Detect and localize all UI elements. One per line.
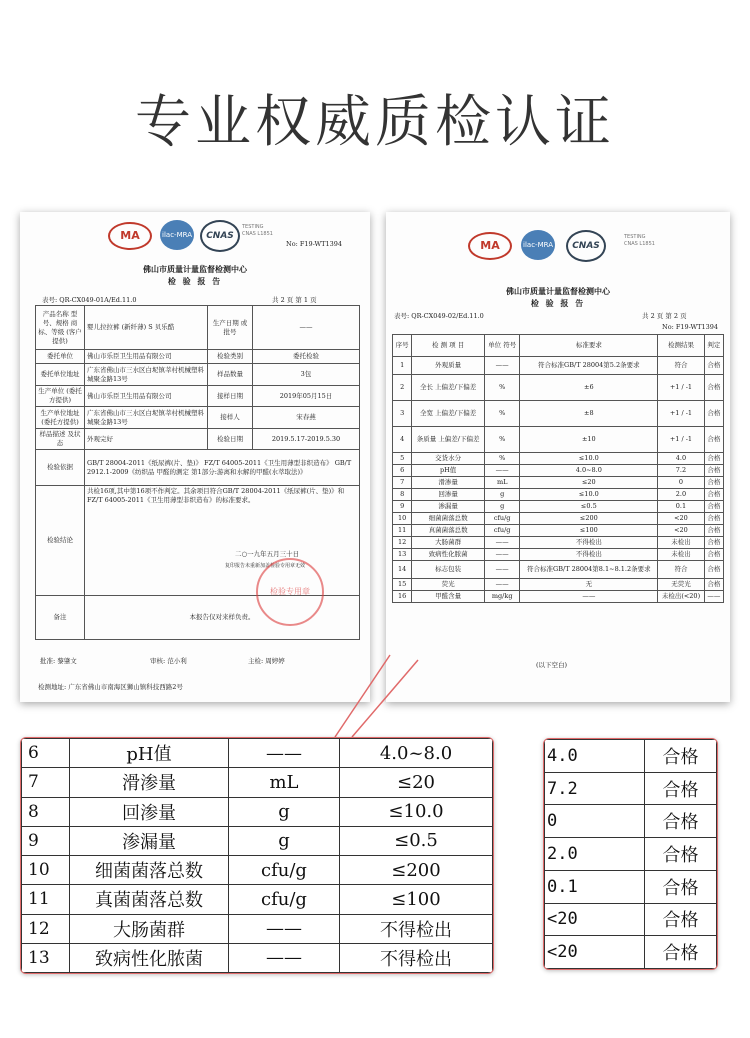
report2-results-table: 序号 检 测 项 目 单位 符号 标准要求 检测结果 判定 1 外观质量 —— 符合标准GB/T 28004第5.2条要求 符合 合格 2 全长 上偏差/下偏差 % ±6 +1 / -1 合格 3 全宽 上偏差/下偏差 % ±8 +1 / -1 合格 4 条质量 上偏差/下偏差 % ±10 +1 / -1 合格 5 交货水分 % ≤10.0 4.0 合格 6 pH值 —— 4.0~8.0 7.2 合格 7 滑渗量 mL ≤20 0 合格 8 回渗量 g ≤10.0 2.0 合格 9 渗漏量 g ≤0.5 0.1 合格 10 细菌菌落总数 cfu/g ≤200 <20 合格 11 真菌菌落总数 cfu/g ≤100 <20 合格 12 大肠菌群 —— 不得检出 未检出 合格 13 致病性化脓菌 —— 不得检出 未检出 合格 14 标志包装 —— 符合标准GB/T 28004第8.1~8.1.2条要求 符合 合格 15 荧光 —— 无 无荧光 合格 16 甲醛含量 mg/kg —— 未检出(<20) ——: [392, 334, 724, 603]
report-title: 检 验 报 告: [167, 276, 223, 286]
table-row: 14 标志包装 —— 符合标准GB/T 28004第8.1~8.1.2条要求 符合 合格: [393, 561, 724, 579]
table-row: 16 甲醛含量 mg/kg —— 未检出(<20) ——: [393, 591, 724, 603]
page-title: 专业权威质检认证: [135, 90, 615, 155]
table-row: <20 合格: [545, 936, 717, 969]
table-row: 10 细菌菌落总数 cfu/g ≤200: [22, 856, 493, 885]
table-row: <20 合格: [545, 903, 717, 936]
form-code: 表号: QR-CX049-01A/Ed.11.0: [42, 296, 137, 304]
table-row: 7.2 合格: [545, 772, 717, 805]
table-row: 13 致病性化脓菌 —— 不得检出 未检出 合格: [393, 549, 724, 561]
cnas-logo: CNAS: [566, 230, 606, 262]
table-row: 11 真菌菌落总数 cfu/g ≤100: [22, 885, 493, 914]
org-name: 佛山市质量计量监督检测中心: [506, 286, 610, 296]
lab-address: 检测地址: 广东省佛山市南海区狮山镇科技西路2号: [38, 683, 183, 691]
table-row: 7 滑渗量 mL ≤20 0 合格: [393, 477, 724, 489]
page-count: 共 2 页 第 1 页: [272, 296, 317, 304]
table-row: 6 pH值 —— 4.0~8.0 7.2 合格: [393, 465, 724, 477]
report1-info-table: 产品名称 型号、规格 商标、等级 (客户提供) 婴儿拉拉裤 (新纤薄) S 贝乐酷 生产日期 或批号 —— 委托单位 佛山市乐臣卫生用品有限公司 检验类别 委托检验 委托单位地址 广东省佛山市三水区白坭镇莘村机械塑料城聚金路13号 样品数量 3包 生产单位 (委托方提供) 佛山市乐臣卫生用品有限公司 接样日期 2019年05月15日 生产单位地址 (委托方提供) 广东省佛山市三水区白坭镇莘村机械塑料城聚金路13号 接样人 宋春燕 样品描述 及状态 外观完好 检验日期 2019.5.17-2019.5.30 检验依据 GB/T 28004-2011《纸尿裤(片、垫)》 FZ/T 64005-2011《卫生用薄型非织造布》 GB/T 2912.1-2009《纺织品 甲醛的测定 第1部分:游离和水解的甲醛(水萃取法)》 检验结论 共检16项,其中第16项不作判定。其余项目符合GB/T 28004-2011《纸尿裤(片、垫)》和FZ/T 64005-2011《卫生用薄型非织造布》的标准要求。 二○一九年五月三十日 复印报告未重新加盖检验专用章无效 备注 本报告仅对来样负责。: [35, 305, 360, 640]
cma-logo: MA: [108, 222, 152, 250]
table-row: 8 回渗量 g ≤10.0: [22, 797, 493, 826]
table-row: 4.0 合格: [545, 740, 717, 773]
table-row: 8 回渗量 g ≤10.0 2.0 合格: [393, 489, 724, 501]
cma-logo: MA: [468, 232, 512, 260]
ilac-logo: ilac-MRA: [521, 230, 555, 260]
form-code: 表号: QR-CX049-02/Ed.11.0: [394, 312, 484, 320]
zoom-left-table: [21, 738, 493, 973]
report-title: 检 验 报 告: [530, 298, 586, 308]
conclusion-text: 共检16项,其中第16项不作判定。其余项目符合GB/T 28004-2011《纸尿裤(片、垫)》和FZ/T 64005-2011《卫生用薄型非织造布》的标准要求。: [87, 487, 345, 504]
end-marker: (以下空白): [536, 661, 568, 669]
table-row: 6 pH值 —— 4.0~8.0: [22, 739, 493, 768]
ilac-logo: ilac-MRA: [160, 220, 194, 250]
table-row: 9 渗漏量 g ≤0.5 0.1 合格: [393, 501, 724, 513]
table-row: 2 全长 上偏差/下偏差 % ±6 +1 / -1 合格: [393, 375, 724, 401]
zoom-standards-table: [20, 737, 494, 974]
report-number: No: F19-WT1394: [662, 323, 719, 331]
page-count: 共 2 页 第 2 页: [642, 312, 687, 320]
report-number: No: F19-WT1394: [286, 240, 343, 248]
testing-mark: TESTING CNAS L1851: [624, 234, 655, 247]
report-date: 二○一九年五月三十日: [235, 550, 300, 558]
approver: 批准: 黎肇文: [40, 657, 77, 665]
table-row: 3 全宽 上偏差/下偏差 % ±8 +1 / -1 合格: [393, 401, 724, 427]
cnas-logo: CNAS: [200, 220, 240, 252]
table-row: 1 外观质量 —— 符合标准GB/T 28004第5.2条要求 符合 合格: [393, 357, 724, 375]
table-row: 0 合格: [545, 805, 717, 838]
table-row: 13 致病性化脓菌 —— 不得检出: [22, 943, 493, 972]
org-name: 佛山市质量计量监督检测中心: [143, 264, 247, 274]
reviewer: 审核: 范小利: [150, 657, 187, 665]
table-row: 12 大肠菌群 —— 不得检出: [22, 914, 493, 943]
table-row: 15 荧光 —— 无 无荧光 合格: [393, 579, 724, 591]
inspection-stamp: 检验专用章: [256, 558, 324, 626]
zoom-results-table: [543, 738, 718, 970]
table-row: 2.0 合格: [545, 838, 717, 871]
table-row: 5 交货水分 % ≤10.0 4.0 合格: [393, 453, 724, 465]
table-row: 9 渗漏量 g ≤0.5: [22, 826, 493, 855]
zoom-right-table: [544, 739, 717, 969]
copy-note: 复印报告未重新加盖检验专用章无效: [225, 563, 306, 569]
table-row: 12 大肠菌群 —— 不得检出 未检出 合格: [393, 537, 724, 549]
table-row: 0.1 合格: [545, 870, 717, 903]
table-row: 4 条质量 上偏差/下偏差 % ±10 +1 / -1 合格: [393, 427, 724, 453]
table-row: 11 真菌菌落总数 cfu/g ≤100 <20 合格: [393, 525, 724, 537]
table-row: 7 滑渗量 mL ≤20: [22, 768, 493, 797]
table-row: 10 细菌菌落总数 cfu/g ≤200 <20 合格: [393, 513, 724, 525]
inspector: 主检: 周婷婷: [248, 657, 285, 665]
testing-mark: TESTING CNAS L1851: [242, 224, 273, 237]
